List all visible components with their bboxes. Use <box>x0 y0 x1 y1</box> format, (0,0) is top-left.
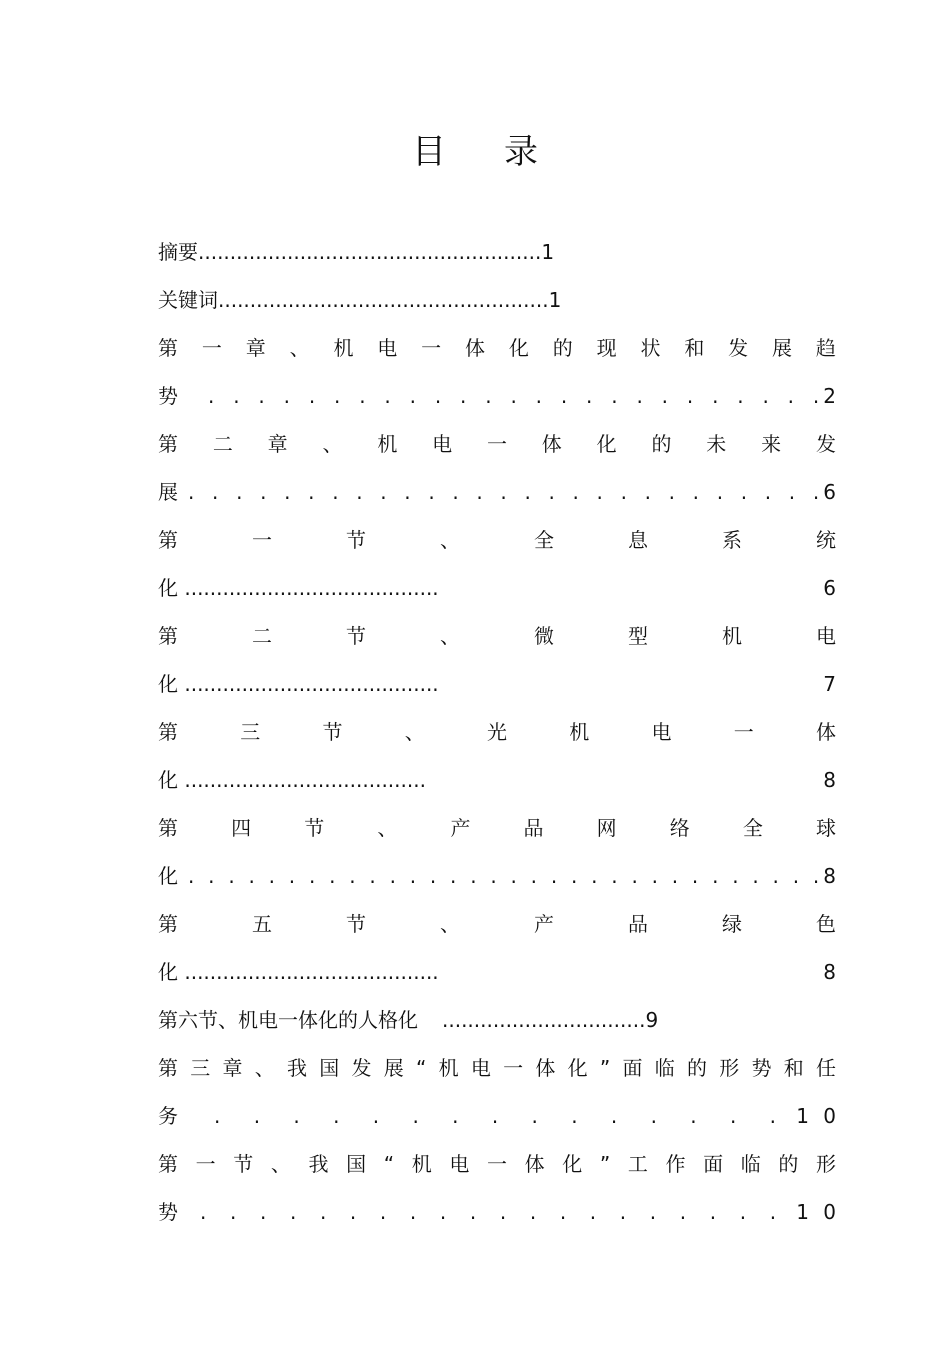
leader-dot: . <box>619 1200 627 1224</box>
toc-char: 展 <box>383 1056 404 1080</box>
toc-char: 光 <box>487 720 507 744</box>
leader-dot: . <box>268 864 275 888</box>
toc-char: 展 <box>772 336 793 360</box>
toc-char: 面 <box>703 1152 724 1176</box>
toc-page-number: 9 <box>645 1008 659 1032</box>
leader-dot: . <box>524 480 531 504</box>
leader-dot: . <box>233 384 240 408</box>
toc-char: 绿 <box>722 912 742 936</box>
leader-dot: . <box>661 384 669 408</box>
toc-char: 作 <box>665 1152 686 1176</box>
leader-dot: . <box>469 1200 477 1224</box>
table-of-contents <box>158 228 836 1236</box>
toc-char: 发 <box>728 336 749 360</box>
toc-page-number: 7 <box>823 672 836 696</box>
toc-char: 的 <box>687 1056 707 1080</box>
leader-dot: . <box>712 864 719 888</box>
leader-dot: . <box>572 480 579 504</box>
leader-dot: . <box>690 1104 697 1128</box>
leader-dot: . <box>788 480 796 504</box>
toc-page-number: 8 <box>823 768 836 792</box>
toc-char: 一 <box>486 432 507 456</box>
toc-entry-ch2[interactable] <box>158 420 836 468</box>
toc-entry-ch1-cont <box>158 372 836 420</box>
leader-dot: . <box>200 1200 207 1224</box>
toc-char: 品 <box>523 816 544 840</box>
leader-dot: . <box>349 864 356 888</box>
toc-entry-s3-1[interactable] <box>158 1140 836 1188</box>
toc-char: 体 <box>816 720 836 744</box>
leader-dot: . <box>409 864 417 888</box>
toc-entry-label: 化 <box>158 768 178 792</box>
toc-char: 、 <box>440 528 460 552</box>
toc-page-number: 6 <box>823 480 836 504</box>
toc-entry-s2-2[interactable] <box>158 612 836 660</box>
toc-char: 电 <box>651 720 672 744</box>
toc-char: 体 <box>524 1152 545 1176</box>
toc-char: 体 <box>541 432 562 456</box>
toc-char: “ <box>416 1056 427 1080</box>
toc-entry-s2-4[interactable] <box>158 804 836 852</box>
toc-char: 第 <box>158 624 178 648</box>
leader-dot: . <box>610 1104 618 1128</box>
toc-char: 化 <box>596 432 617 456</box>
toc-char: 和 <box>783 1056 804 1080</box>
leader-dot: . <box>412 1104 419 1128</box>
leader-dot: . <box>452 480 459 504</box>
leader-dot: . <box>560 384 568 408</box>
toc-char: 体 <box>465 336 486 360</box>
toc-char: 、 <box>254 1056 275 1080</box>
leader-dot: . <box>212 480 219 504</box>
toc-entry-s2-2-cont <box>158 660 836 708</box>
toc-entry-s2-1-cont <box>158 564 836 612</box>
leader-dot: . <box>548 480 555 504</box>
leader-dot: . <box>500 480 507 504</box>
leader-dot: . <box>380 480 387 504</box>
leader-dot: . <box>319 1200 327 1224</box>
toc-entry-label: 化 <box>158 960 178 984</box>
toc-char: 发 <box>815 432 836 456</box>
leader-dot: . <box>764 480 772 504</box>
toc-entry-label: 势 <box>158 384 178 408</box>
toc-entry-label: 展 <box>158 480 178 504</box>
leader-dot: . <box>349 1200 357 1224</box>
toc-char: 产 <box>534 912 554 936</box>
leader-dot: . <box>510 864 517 888</box>
leader-dot: . <box>596 480 603 504</box>
leader-dot: . <box>529 1200 537 1224</box>
toc-char: 机 <box>438 1056 459 1080</box>
leader-dot: . <box>428 480 435 504</box>
leader-dot: . <box>792 864 800 888</box>
toc-char: 一 <box>733 720 754 744</box>
leader-dot: . <box>636 384 643 408</box>
toc-char: 第 <box>158 528 178 552</box>
leader-dot: . <box>289 1200 297 1224</box>
toc-entry-s2-1[interactable] <box>158 516 836 564</box>
leader-dot: . <box>308 480 315 504</box>
toc-leader <box>208 372 819 420</box>
leader-dot: . <box>214 1104 221 1128</box>
toc-entry-s2-4-cont <box>158 852 836 900</box>
toc-char: 第 <box>158 1152 178 1176</box>
leader-dot: . <box>586 384 593 408</box>
leader-dot: . <box>228 864 235 888</box>
toc-char: 全 <box>742 816 763 840</box>
leader-dot: . <box>208 384 215 408</box>
toc-title <box>0 132 950 172</box>
leader-dot: . <box>404 480 411 504</box>
toc-leader: ........................................ <box>184 960 439 984</box>
toc-entry-ch1[interactable] <box>158 324 836 372</box>
leader-dot: . <box>692 480 700 504</box>
leader-dot: . <box>369 864 376 888</box>
toc-char: 三 <box>190 1056 211 1080</box>
toc-char: 节 <box>322 720 343 744</box>
toc-char: 的 <box>778 1152 799 1176</box>
leader-dot: . <box>591 864 598 888</box>
leader-dot: . <box>729 1104 737 1128</box>
toc-entry-s2-6[interactable] <box>158 996 836 1044</box>
toc-page-number: 1 0 <box>796 1104 836 1128</box>
leader-dot: . <box>460 384 467 408</box>
toc-char: 电 <box>449 1152 470 1176</box>
toc-char: 、 <box>440 912 460 936</box>
toc-char: 章 <box>222 1056 243 1080</box>
leader-dot: . <box>379 1200 387 1224</box>
toc-char: 体 <box>535 1056 556 1080</box>
toc-entry-s3-1-cont <box>158 1188 836 1236</box>
leader-dot: . <box>668 480 675 504</box>
toc-entry-s2-5-cont <box>158 948 836 996</box>
leader-dot: . <box>737 384 744 408</box>
leader-dot: . <box>550 864 558 888</box>
toc-entry-abstract[interactable] <box>158 228 836 276</box>
toc-leader: ................................ <box>442 1008 646 1032</box>
toc-char: 型 <box>628 624 648 648</box>
leader-dot: . <box>356 480 363 504</box>
toc-char: 趋 <box>815 336 836 360</box>
toc-char: 微 <box>534 624 554 648</box>
toc-char: 工 <box>627 1152 648 1176</box>
leader-dot: . <box>329 864 336 888</box>
toc-char: 产 <box>450 816 471 840</box>
toc-char: 一 <box>421 336 442 360</box>
leader-dot: . <box>510 384 517 408</box>
leader-dot: . <box>259 1200 267 1224</box>
leader-dot: . <box>490 864 497 888</box>
toc-char: 、 <box>289 336 310 360</box>
toc-entry-s2-5[interactable] <box>158 900 836 948</box>
toc-entry-keywords[interactable] <box>158 276 836 324</box>
toc-entry-label: 化 <box>158 864 178 888</box>
toc-char: 的 <box>651 432 672 456</box>
toc-char: 状 <box>640 336 661 360</box>
toc-char: 势 <box>751 1056 772 1080</box>
toc-char: 和 <box>684 336 705 360</box>
toc-char: 节 <box>304 816 325 840</box>
toc-char: 电 <box>470 1056 491 1080</box>
toc-char: 电 <box>432 432 453 456</box>
leader-dot: . <box>188 864 195 888</box>
leader-dot: . <box>188 480 195 504</box>
toc-char: 系 <box>722 528 742 552</box>
toc-entry-ch2-cont <box>158 468 836 516</box>
leader-dot: . <box>671 864 679 888</box>
leader-dot: . <box>359 384 366 408</box>
toc-char: 四 <box>231 816 252 840</box>
toc-char: 临 <box>740 1152 761 1176</box>
toc-page-number: 1 <box>541 240 555 264</box>
toc-char: 网 <box>596 816 617 840</box>
toc-char: 色 <box>816 912 836 936</box>
toc-entry-s2-3[interactable] <box>158 708 836 756</box>
toc-leader: ...................................................... <box>198 240 542 264</box>
leader-dot: . <box>650 1104 657 1128</box>
toc-char: 一 <box>252 528 272 552</box>
leader-dot: . <box>452 1104 459 1128</box>
toc-char: 一 <box>195 1152 216 1176</box>
toc-char: 一 <box>201 336 222 360</box>
leader-dot: . <box>812 864 820 888</box>
leader-dot: . <box>236 480 243 504</box>
leader-dot: . <box>499 1200 507 1224</box>
toc-page-number: 1 <box>548 288 562 312</box>
leader-dot: . <box>434 384 442 408</box>
toc-char: 、 <box>322 432 343 456</box>
toc-entry-label: 关键词 <box>158 288 218 312</box>
leader-dot: . <box>283 384 290 408</box>
toc-char: 我 <box>287 1056 307 1080</box>
leader-dot: . <box>732 864 739 888</box>
leader-dot: . <box>611 864 618 888</box>
toc-char: 第 <box>158 336 178 360</box>
leader-dot: . <box>332 480 339 504</box>
leader-dot: . <box>409 384 416 408</box>
toc-char: 息 <box>628 528 648 552</box>
toc-leader: ........................................ <box>184 672 439 696</box>
leader-dot: . <box>571 1104 578 1128</box>
toc-char: 节 <box>346 528 366 552</box>
leader-dot: . <box>293 1104 300 1128</box>
toc-entry-ch3[interactable] <box>158 1044 836 1092</box>
leader-dot: . <box>372 1104 380 1128</box>
toc-entry-ch3-cont <box>158 1092 836 1140</box>
toc-char: 化 <box>508 336 529 360</box>
leader-dot: . <box>333 1104 340 1128</box>
toc-page-number: 6 <box>823 576 836 600</box>
toc-page-number: 1 0 <box>796 1200 836 1224</box>
toc-char: 球 <box>815 816 836 840</box>
toc-leader <box>214 1092 776 1140</box>
leader-dot: . <box>812 480 820 504</box>
leader-dot: . <box>812 384 820 408</box>
leader-dot: . <box>334 384 341 408</box>
toc-char: 形 <box>816 1152 836 1176</box>
leader-dot: . <box>679 1200 687 1224</box>
toc-char: 节 <box>346 624 366 648</box>
leader-dot: . <box>439 1200 447 1224</box>
leader-dot: . <box>631 864 638 888</box>
toc-entry-label: 第六节、机电一体化的人格化 <box>158 1008 418 1032</box>
toc-char: 机 <box>377 432 398 456</box>
leader-dot: . <box>769 1104 776 1128</box>
toc-char: 节 <box>233 1152 254 1176</box>
toc-char: ” <box>599 1152 611 1176</box>
toc-entry-label: 务 <box>158 1104 178 1128</box>
leader-dot: . <box>712 384 719 408</box>
toc-char: 第 <box>158 912 178 936</box>
toc-char: 第 <box>158 1056 178 1080</box>
toc-char: 国 <box>346 1152 367 1176</box>
toc-entry-label: 势 <box>158 1200 178 1224</box>
toc-char: 的 <box>552 336 573 360</box>
toc-char: 化 <box>562 1152 583 1176</box>
toc-char: 机 <box>722 624 742 648</box>
toc-entry-label: 摘要 <box>158 240 198 264</box>
leader-dot: . <box>429 864 437 888</box>
toc-char: 国 <box>319 1056 340 1080</box>
toc-leader: .................................................... <box>218 288 549 312</box>
toc-char: 来 <box>761 432 782 456</box>
leader-dot: . <box>485 384 492 408</box>
toc-leader <box>188 852 819 900</box>
toc-char: 节 <box>346 912 366 936</box>
leader-dot: . <box>644 480 651 504</box>
leader-dot: . <box>651 864 658 888</box>
leader-dot: . <box>308 384 316 408</box>
leader-dot: . <box>248 864 255 888</box>
toc-char: 电 <box>377 336 398 360</box>
toc-char: 一 <box>487 1152 507 1176</box>
toc-char: 三 <box>240 720 261 744</box>
toc-char: 二 <box>212 432 233 456</box>
toc-char: 五 <box>252 912 272 936</box>
leader-dot: . <box>769 1200 777 1224</box>
toc-char: 、 <box>440 624 460 648</box>
leader-dot: . <box>762 384 769 408</box>
toc-page-number: 2 <box>823 384 836 408</box>
leader-dot: . <box>308 864 316 888</box>
toc-char: 发 <box>351 1056 372 1080</box>
leader-dot: . <box>208 864 215 888</box>
leader-dot: . <box>531 1104 538 1128</box>
toc-char: 任 <box>816 1056 836 1080</box>
leader-dot: . <box>253 1104 261 1128</box>
toc-char: ” <box>599 1056 611 1080</box>
leader-dot: . <box>491 1104 499 1128</box>
toc-entry-label: 化 <box>158 672 178 696</box>
toc-char: 我 <box>308 1152 329 1176</box>
leader-dot: . <box>258 384 265 408</box>
toc-title-char: 目 <box>412 132 446 172</box>
toc-char: 全 <box>534 528 554 552</box>
leader-dot: . <box>787 384 795 408</box>
toc-title-char: 录 <box>504 132 538 172</box>
leader-dot: . <box>570 864 578 888</box>
toc-char: 机 <box>333 336 354 360</box>
leader-dot: . <box>450 864 457 888</box>
leader-dot: . <box>752 864 759 888</box>
toc-char: 未 <box>706 432 727 456</box>
toc-char: 第 <box>158 432 178 456</box>
toc-char: 章 <box>245 336 266 360</box>
leader-dot: . <box>691 864 699 888</box>
toc-char: 统 <box>816 528 836 552</box>
toc-char: 、 <box>270 1152 291 1176</box>
toc-char: 品 <box>628 912 648 936</box>
leader-dot: . <box>470 864 477 888</box>
toc-char: 现 <box>596 336 617 360</box>
leader-dot: . <box>409 1200 417 1224</box>
leader-dot: . <box>772 864 779 888</box>
toc-char: 一 <box>503 1056 524 1080</box>
leader-dot: . <box>559 1200 567 1224</box>
leader-dot: . <box>389 864 396 888</box>
toc-entry-s2-3-cont <box>158 756 836 804</box>
toc-leader <box>200 1188 776 1236</box>
toc-char: 、 <box>377 816 398 840</box>
toc-char: “ <box>383 1152 395 1176</box>
toc-char: 机 <box>411 1152 432 1176</box>
leader-dot: . <box>716 480 724 504</box>
toc-page-number: 8 <box>823 960 836 984</box>
leader-dot: . <box>535 384 542 408</box>
leader-dot: . <box>686 384 694 408</box>
leader-dot: . <box>709 1200 717 1224</box>
leader-dot: . <box>620 480 627 504</box>
toc-char: 章 <box>267 432 288 456</box>
leader-dot: . <box>476 480 483 504</box>
toc-char: 面 <box>622 1056 643 1080</box>
toc-char: 第 <box>158 816 178 840</box>
toc-char: 第 <box>158 720 178 744</box>
toc-char: 化 <box>567 1056 588 1080</box>
leader-dot: . <box>288 864 296 888</box>
toc-char: 电 <box>816 624 836 648</box>
toc-page-number: 8 <box>823 864 836 888</box>
leader-dot: . <box>384 384 391 408</box>
leader-dot: . <box>260 480 267 504</box>
toc-char: 临 <box>654 1056 675 1080</box>
leader-dot: . <box>589 1200 597 1224</box>
leader-dot: . <box>284 480 291 504</box>
leader-dot: . <box>530 864 538 888</box>
toc-leader <box>188 468 819 516</box>
toc-char: 络 <box>669 816 690 840</box>
leader-dot: . <box>229 1200 237 1224</box>
toc-char: 形 <box>719 1056 740 1080</box>
leader-dot: . <box>649 1200 657 1224</box>
leader-dot: . <box>740 480 748 504</box>
leader-dot: . <box>739 1200 747 1224</box>
toc-leader: ........................................ <box>184 576 439 600</box>
toc-char: 二 <box>252 624 272 648</box>
toc-leader: ...................................... <box>184 768 426 792</box>
toc-char: 、 <box>404 720 425 744</box>
leader-dot: . <box>611 384 618 408</box>
toc-entry-label: 化 <box>158 576 178 600</box>
toc-char: 机 <box>569 720 590 744</box>
